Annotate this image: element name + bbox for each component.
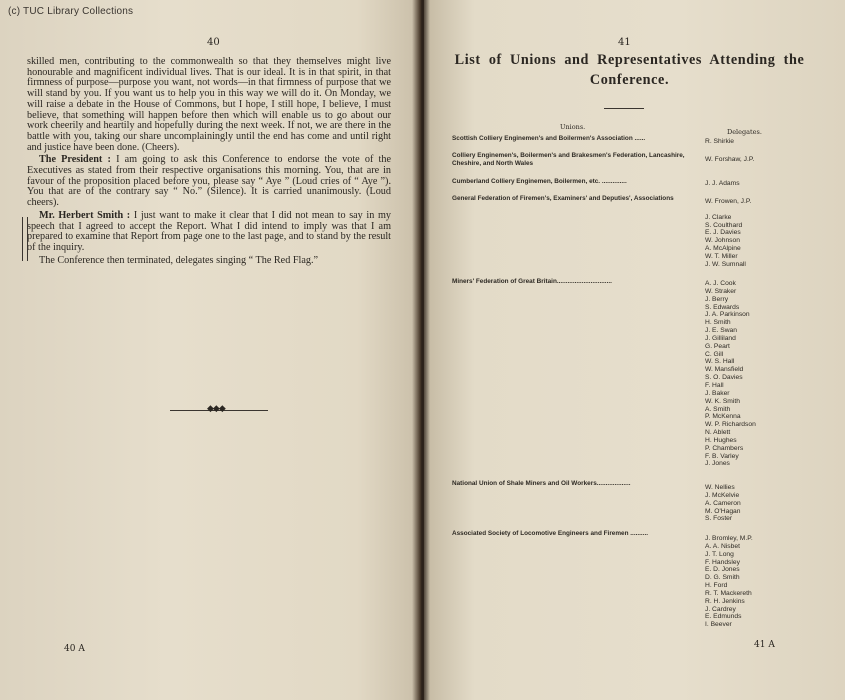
delegate-name: E. Edmunds [705, 613, 742, 621]
delegate-list [705, 180, 740, 188]
delegate-name: W. Forshaw, J.P. [705, 156, 755, 163]
paragraph-2 [27, 155, 391, 209]
delegate-name: W. S. Hall [705, 358, 735, 366]
delegate-name: W. K. Smith [705, 397, 740, 405]
book-gutter [412, 0, 430, 700]
delegate-name: F. B. Varley [705, 452, 739, 460]
delegate-name: I am going to ask this Conference to endorse the vote of the Executives as stated from their respective organisations this morning. You, that are in favour of the proposition placed before you, please say “ Aye ” (Loud cries of “ Aye ”). You that are of the contrary say “ No.” (Silence). It is carried unanimously. (Loud cheers). [27, 154, 392, 209]
right-page-number: 41 [618, 37, 631, 48]
delegate-name: A. Smith [705, 405, 731, 413]
delegate-list [705, 484, 741, 523]
delegate-name: W. Nellies [705, 484, 735, 491]
delegate-name [705, 206, 751, 214]
delegate-name: J. Berry [705, 295, 729, 303]
list-heading: List of Unions and Representatives Attending the Conference. [454, 52, 805, 88]
union-entry: General Federation of Firemen's, Examiners' and Deputies', Associations [452, 195, 674, 202]
delegate-name: I. Beever [705, 621, 732, 629]
heading-rule [604, 108, 644, 109]
delegate-name: S. Edwards [705, 303, 740, 311]
speaker-name: The President : [39, 154, 111, 166]
delegate-name: R. T. Mackereth [705, 589, 752, 597]
delegate-name: F. Handsley [705, 558, 740, 566]
delegate-name: J. T. Long [705, 550, 734, 558]
delegate-name: P. McKenna [705, 413, 741, 421]
delegate-list [705, 198, 751, 269]
speaker-name: Mr. Herbert Smith : [39, 209, 131, 221]
paragraph-4 [27, 256, 391, 267]
delegate-name: J. Clarke [705, 213, 732, 221]
delegate-name: P. Chambers [705, 444, 744, 452]
delegate-name: E. J. Davies [705, 229, 741, 237]
delegate-name: S. O. Davies [705, 374, 743, 382]
delegate-name: G. Peart [705, 342, 730, 350]
union-entry: Scottish Colliery Enginemen's and Boilermen's Association ...... [452, 135, 646, 142]
delegate-list [705, 535, 753, 629]
union-entry: Associated Society of Locomotive Engineers and Firemen .......... [452, 530, 649, 537]
delegate-name: J. Jones [705, 460, 730, 468]
unions-column-header: Unions. [560, 123, 586, 131]
left-page [0, 0, 420, 700]
union-entry: Miners' Federation of Great Britain............................... [452, 278, 612, 285]
union-entry: Cumberland Colliery Enginemen, Boilermen, etc. .............. [452, 178, 627, 185]
delegate-name: A. McAlpine [705, 245, 741, 253]
watermark: (c) TUC Library Collections [8, 6, 134, 17]
delegate-name: R. H. Jenkins [705, 597, 745, 605]
delegate-name: D. G. Smith [705, 574, 740, 582]
delegate-name: M. O'Hagan [705, 507, 741, 515]
delegate-name: J. A. Parkinson [705, 311, 750, 319]
margin-mark [22, 217, 28, 261]
delegate-name: A. A. Nisbet [705, 542, 740, 550]
delegate-name: W. Straker [705, 287, 737, 295]
right-page-footer: 41 A [754, 640, 775, 650]
delegate-name: W. Frowen, J.P. [705, 198, 752, 205]
delegate-name: skilled men, contributing to the commonwealth so that they themselves might live honourable and magnificent individual lives. That is our ideal. It is in that spirit, in that firmness of purpose—purpose you want, not words—in that firmness of purpose that we will stand by you. If you want us to help you in this way we will do it. On Monday, we will raise a debate in the House of Commons, but I hope, I still hope, I believe, I must believe, that something will happen before then which will enable us to go about our work cheerily and heartily and hopefully during the next week. If not, we are there in the battle with you, taking our share uncomplainingly until the end has come and until right and justice have been done. (Cheers). [27, 56, 391, 153]
delegate-name: S. Coulthard [705, 221, 743, 229]
paragraph-1 [27, 57, 391, 153]
delegate-name: A. J. Cook [705, 280, 736, 287]
left-page-footer: 40 A [64, 644, 85, 654]
delegate-name: C. Gill [705, 350, 724, 358]
delegate-name: J. McKelvie [705, 491, 740, 499]
divider-ornament-icon: ◆◆◆ [207, 404, 225, 414]
union-entry: Colliery Enginemen's, Boilermen's and Brakesmen's Federation, Lancashire, Cheshire, and North Wales [452, 152, 685, 167]
union-entry: National Union of Shale Miners and Oil Workers................... [452, 480, 631, 487]
delegate-name: The Conference then terminated, delegates singing “ The Red Flag.” [39, 254, 319, 266]
left-page-number: 40 [207, 37, 220, 48]
delegate-name: H. Hughes [705, 436, 737, 444]
delegate-name: R. Shirkie [705, 138, 734, 145]
delegate-name: W. P. Richardson [705, 421, 756, 429]
delegate-list [705, 280, 756, 468]
delegates-column-header: Delegates. [727, 128, 762, 136]
delegate-name: J. Baker [705, 389, 730, 397]
delegate-name: J. Gilliland [705, 334, 736, 342]
delegate-name: H. Ford [705, 582, 728, 590]
paragraph-3 [27, 211, 391, 254]
delegate-name: J. W. Sumnall [705, 260, 746, 268]
delegate-name: W. Mansfield [705, 366, 744, 374]
delegate-name: J. Bromley, M.P. [705, 535, 753, 542]
delegate-name: A. Cameron [705, 499, 741, 507]
left-page-body [27, 57, 391, 268]
delegate-name: W. T. Miller [705, 252, 738, 260]
delegate-list [705, 156, 754, 164]
delegate-name: H. Smith [705, 319, 731, 327]
delegate-name: J. E. Swan [705, 327, 737, 335]
delegate-list [705, 138, 734, 146]
delegate-name: J. Cardrey [705, 605, 736, 613]
right-page [424, 0, 845, 700]
delegate-name: S. Foster [705, 515, 733, 523]
delegate-name: N. Ablett [705, 429, 731, 437]
delegate-name: F. Hall [705, 381, 724, 389]
delegate-name: W. Johnson [705, 237, 740, 245]
delegate-name: I just want to make it clear that I did not mean to say in my speech that I agreed to accept the Report. What I did intend to imply was that I am prepared to examine that Report from page one to the last page, and to stand by the result of the inquiry. [27, 209, 391, 253]
delegate-name: J. J. Adams [705, 180, 740, 187]
delegate-name: E. D. Jones [705, 566, 740, 574]
